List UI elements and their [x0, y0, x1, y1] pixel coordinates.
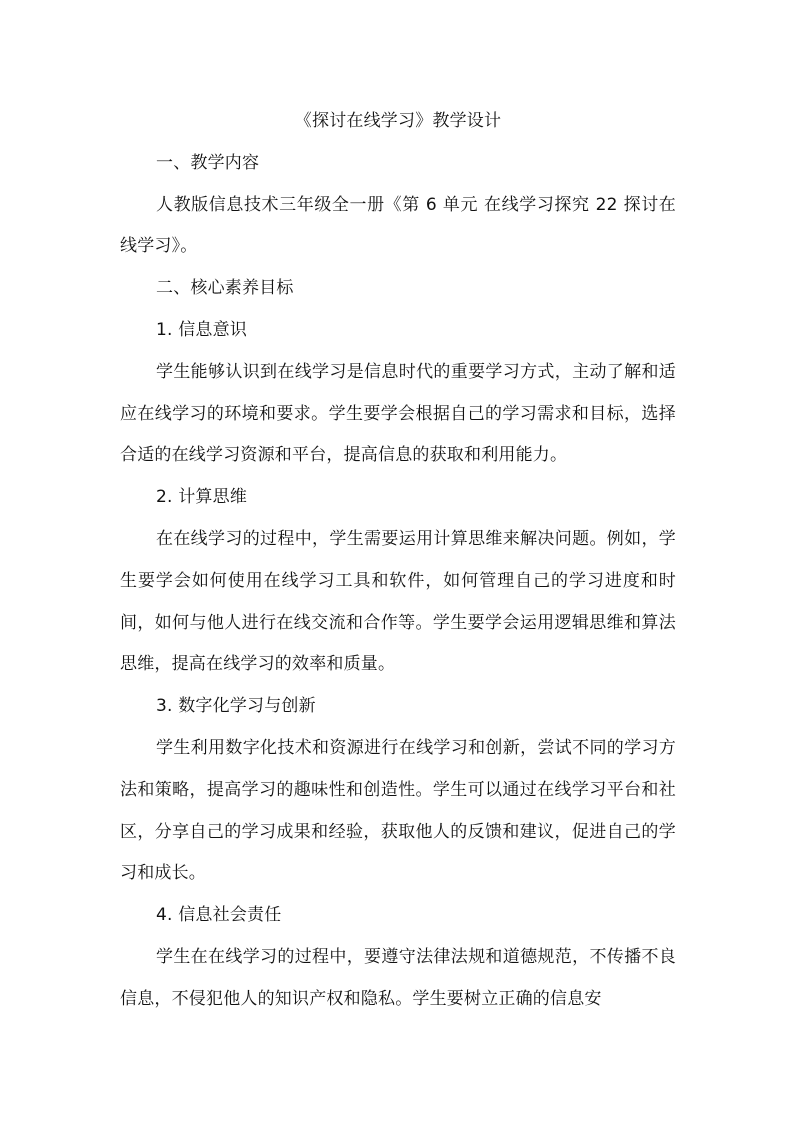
- document-title: 《探讨在线学习》教学设计: [294, 111, 502, 131]
- paragraph-computational-thinking: 在在线学习的过程中，学生需要运用计算思维来解决问题。例如，学生要学会如何使用在线学习工具和软件，如何管理自己的学习进度和时间，如何与他人进行在线交流和合作等。学生要学会运用逻辑思维和算法思维，提高在线学习的效率和质量。: [120, 528, 676, 675]
- subsection-heading-social-responsibility: 4. 信息社会责任: [156, 905, 282, 926]
- subsection-heading-information-awareness: 1. 信息意识: [156, 319, 248, 340]
- subsection-heading-computational-thinking: 2. 计算思维: [156, 487, 248, 508]
- document-body: [120, 101, 676, 1021]
- section-heading-teaching-content: 一、教学内容: [156, 152, 260, 173]
- subsection-heading-digital-learning: 3. 数字化学习与创新: [156, 696, 316, 717]
- paragraph-information-awareness: 学生能够认识到在线学习是信息时代的重要学习方式，主动了解和适应在线学习的环境和要求。学生要学会根据自己的学习需求和目标，选择合适的在线学习资源和平台，提高信息的获取和利用能力。: [120, 361, 676, 466]
- paragraph-digital-learning: 学生利用数字化技术和资源进行在线学习和创新，尝试不同的学习方法和策略，提高学习的趣味性和创造性。学生可以通过在线学习平台和社区，分享自己的学习成果和经验，获取他人的反馈和建议，促进自己的学习和成长。: [120, 737, 676, 884]
- paragraph-social-responsibility: 学生在在线学习的过程中，要遵守法律法规和道德规范，不传播不良信息，不侵犯他人的知识产权和隐私。学生要树立正确的信息安: [120, 946, 676, 1009]
- section-heading-core-literacy: 二、核心素养目标: [156, 278, 294, 299]
- paragraph-teaching-content: 人教版信息技术三年级全一册《第 6 单元 在线学习探究 22 探讨在线学习》。: [120, 194, 676, 257]
